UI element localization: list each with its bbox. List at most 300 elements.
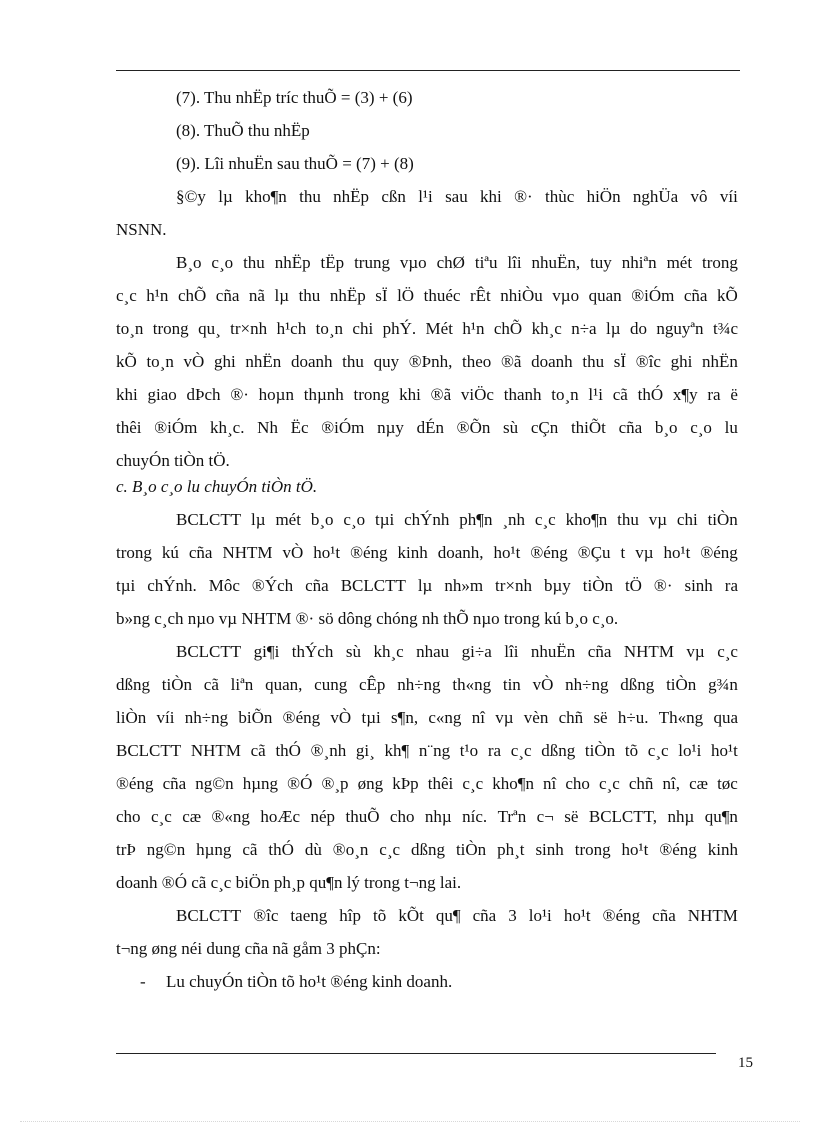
word: trong <box>152 319 189 338</box>
word: tËp <box>320 253 345 272</box>
word: cung <box>314 675 348 694</box>
word: c¸c <box>647 741 669 760</box>
word: tr×nh <box>495 576 533 595</box>
word: trong <box>574 840 611 859</box>
word: ho¹t <box>313 543 341 562</box>
word: trÞ <box>116 840 136 859</box>
word: thÝch <box>291 642 334 661</box>
word: nép <box>310 807 336 826</box>
word: Môc <box>208 576 240 595</box>
word: cho <box>116 807 141 826</box>
word: ®éng <box>116 774 154 793</box>
word: cæ <box>182 807 202 826</box>
word: lîi <box>504 642 519 661</box>
word: g¾n <box>708 675 738 694</box>
word: chÕ <box>177 286 207 305</box>
word: 3 <box>508 906 517 925</box>
text-line <box>116 541 738 565</box>
word: nµy <box>377 418 404 437</box>
word: ra <box>724 576 738 595</box>
word: kh¸c. <box>210 418 245 437</box>
text-line: t¬ng øng néi dung cña nã gåm 3 phÇn: <box>116 939 381 958</box>
word: kú <box>161 543 179 562</box>
word: BCLCTT, <box>588 807 658 826</box>
word: tµi <box>374 510 395 529</box>
word: ®Çu <box>577 543 611 562</box>
word: qua <box>713 708 738 727</box>
bullet-text: Lu chuyÓn tiÒn tõ ho¹t ®éng kinh doanh. <box>166 972 453 991</box>
section-heading: c. B¸o c¸o lu chuyÓn tiÒn tÖ. <box>116 477 318 496</box>
text-line <box>116 574 738 598</box>
word: sù <box>345 642 361 661</box>
word: thµnh <box>303 385 344 404</box>
word: nî <box>543 774 557 793</box>
word: ®Þnh, <box>408 352 453 371</box>
word: ®¸p <box>321 774 349 793</box>
word: Mét <box>425 319 453 338</box>
word: nhËp <box>329 286 366 305</box>
word: ®Ých <box>251 576 294 595</box>
word: ®iÓm <box>321 418 365 437</box>
word: Th«ng <box>658 708 704 727</box>
word: sinh <box>684 576 713 595</box>
word: ®¸nh <box>310 741 347 760</box>
word: nî <box>471 708 485 727</box>
word: kinh <box>707 840 738 859</box>
word: phÝ. <box>382 319 417 338</box>
word: hµng <box>196 840 232 859</box>
word: hoµn <box>258 385 294 404</box>
word: cã <box>250 741 266 760</box>
word: ®éng <box>530 543 568 562</box>
word: gi¶i <box>253 642 280 661</box>
word: chÕ <box>493 319 523 338</box>
word: cña <box>215 286 240 305</box>
word: cña <box>618 418 643 437</box>
word: nhµ <box>667 807 695 826</box>
word: ra <box>487 741 502 760</box>
word: quan <box>588 286 622 305</box>
word: tiÒn <box>161 675 193 694</box>
word: kh¶ <box>384 741 410 760</box>
word: hîp <box>339 906 362 925</box>
word: vµ <box>648 510 668 529</box>
word: nhau <box>416 642 450 661</box>
word: thêi <box>116 418 142 437</box>
word: ho¹t <box>663 543 691 562</box>
word: cña <box>683 286 708 305</box>
word: lµ <box>417 576 433 595</box>
word: ho¹t <box>711 741 738 760</box>
word: tiÒn <box>455 840 487 859</box>
word: mét <box>666 253 693 272</box>
word: dßng <box>411 840 445 859</box>
word: h¹n <box>146 286 169 305</box>
word: tøc <box>717 774 738 793</box>
word: doanh, <box>437 543 484 562</box>
text-line <box>116 805 738 829</box>
word: lµ <box>606 319 621 338</box>
text-line <box>176 640 738 664</box>
word: cã <box>242 840 258 859</box>
word: th«ng <box>452 675 492 694</box>
word: kh¸c <box>373 642 404 661</box>
word: víi <box>719 187 738 206</box>
text-line-8: (8). ThuÕ thu nhËp <box>176 121 310 140</box>
word: sÏ <box>613 352 627 371</box>
word: khi <box>116 385 138 404</box>
word: to¸n <box>116 319 144 338</box>
word: cã <box>203 675 219 694</box>
word: vÒ <box>282 543 304 562</box>
word: cho <box>389 807 415 826</box>
word: cña <box>587 642 612 661</box>
word: n÷a <box>571 319 597 338</box>
text-line <box>116 284 738 308</box>
text-line-9: (9). Lîi nhuËn sau thuÕ = (7) + (8) <box>176 154 414 173</box>
word: thu <box>582 352 605 371</box>
word: viÖc <box>460 385 494 404</box>
word: víi <box>156 708 175 727</box>
word: kÞp <box>392 774 419 793</box>
word: ®«ng <box>211 807 250 826</box>
word: chÝnh <box>404 510 450 529</box>
word: kho¶n <box>492 774 534 793</box>
word: nh»m <box>444 576 484 595</box>
word: ra <box>707 385 721 404</box>
word: nhËn <box>245 352 282 371</box>
word: thuÕ <box>345 807 380 826</box>
word: lÖ <box>397 286 415 305</box>
word: øng <box>357 774 384 793</box>
word: vÒ <box>532 675 554 694</box>
word: qu¶ <box>435 906 461 925</box>
word: liÒn <box>116 708 147 727</box>
word: BCLCTT <box>176 642 242 661</box>
word: cßn <box>381 187 406 206</box>
word: vµ <box>635 543 654 562</box>
word: chÝnh. <box>147 576 197 595</box>
word: nã <box>248 286 265 305</box>
text-line <box>116 706 738 730</box>
word: qu¸ <box>198 319 221 338</box>
word: giao <box>147 385 177 404</box>
word: l¹i <box>418 187 433 206</box>
bullet-dash: - <box>140 972 146 991</box>
word: ®éng <box>700 543 738 562</box>
word: ho¹t <box>621 840 649 859</box>
word: vô <box>690 187 708 206</box>
word: nguyªn <box>656 319 704 338</box>
word: thu <box>299 187 321 206</box>
word: nh÷ng <box>184 708 229 727</box>
word: gi÷a <box>461 642 492 661</box>
word: chi <box>676 510 698 529</box>
word: tr×nh <box>230 319 268 338</box>
word: lu <box>724 418 738 437</box>
word: thu <box>243 253 265 272</box>
word: c¸o <box>343 510 366 529</box>
word: tiªu <box>474 253 498 272</box>
word: cña <box>652 906 676 925</box>
word: t <box>620 543 626 562</box>
text-line <box>176 251 738 275</box>
word: tuy <box>590 253 612 272</box>
word: ®ã <box>430 385 452 404</box>
word: dÉn <box>416 418 444 437</box>
word: n¨ng <box>418 741 451 760</box>
word: nh÷ng <box>565 675 609 694</box>
word: NHTM <box>623 642 674 661</box>
word: vèn <box>523 708 549 727</box>
word: BCLCTT <box>116 741 182 760</box>
word: quy <box>373 352 400 371</box>
word: nî, <box>662 774 680 793</box>
word: nhËn <box>701 352 738 371</box>
word: thanh <box>503 385 542 404</box>
word: ®ã <box>500 352 522 371</box>
word: trong <box>353 385 390 404</box>
word: t¾c <box>712 319 738 338</box>
word: tiÒn <box>584 741 616 760</box>
text-line <box>116 317 738 341</box>
word: NHTM <box>687 906 738 925</box>
word: sinh <box>535 840 564 859</box>
word: c¸c <box>717 642 738 661</box>
word: ¸nh <box>502 510 526 529</box>
word: c¸c <box>379 840 401 859</box>
word: quan, <box>265 675 303 694</box>
word: do <box>629 319 647 338</box>
word: nhµ <box>424 807 452 826</box>
text-line: NSNN. <box>116 220 167 239</box>
word: thu <box>617 510 639 529</box>
page-edge-dotted-line <box>20 1121 800 1122</box>
word: dßng <box>620 675 655 694</box>
word: thêi <box>427 774 454 793</box>
word: chñ <box>628 774 654 793</box>
word: mét <box>275 510 301 529</box>
word: BCLCTT <box>340 576 406 595</box>
word: §©y <box>176 187 206 206</box>
word: vµ <box>686 642 705 661</box>
word: khi <box>480 187 502 206</box>
word: theo <box>462 352 492 371</box>
word: thu <box>342 352 364 371</box>
word: khi <box>399 385 421 404</box>
word: thu <box>298 286 321 305</box>
word: trung <box>354 253 390 272</box>
word: lo¹i <box>528 906 552 925</box>
word: nhuËn <box>530 642 576 661</box>
word: Trªn <box>497 807 527 826</box>
word: ng©n <box>195 774 234 793</box>
word: thÓ <box>268 840 294 859</box>
word: tin <box>502 675 521 694</box>
word: ghi <box>213 352 236 371</box>
word: thÓ <box>275 741 301 760</box>
word: ®iÓm <box>154 418 198 437</box>
word: nhËp <box>274 253 311 272</box>
word: së <box>593 708 608 727</box>
word: trong <box>701 253 738 272</box>
word: lµ <box>274 286 290 305</box>
word: kho¶n <box>565 510 608 529</box>
word: ®îc <box>253 906 279 925</box>
word: kÕ <box>717 286 738 305</box>
word: tõ <box>373 906 387 925</box>
word: lo¹i <box>678 741 702 760</box>
word: ®îc <box>635 352 661 371</box>
word: x¶y <box>672 385 698 404</box>
word: biÕn <box>238 708 273 727</box>
word: ghi <box>670 352 693 371</box>
word: trong <box>116 543 152 562</box>
word: tµi <box>361 708 381 727</box>
word: thiÕt <box>570 418 606 437</box>
word: kinh <box>397 543 428 562</box>
word: ng©n <box>146 840 186 859</box>
word: kho¶n <box>245 187 287 206</box>
word: gi¸ <box>355 741 375 760</box>
word: h¹ch <box>276 319 307 338</box>
word: nhËp <box>333 187 370 206</box>
word: NHTM <box>190 741 241 760</box>
word: lµ <box>251 510 266 529</box>
word: vÒ <box>330 708 352 727</box>
text-line <box>116 383 738 407</box>
word: B¸o <box>176 253 202 272</box>
word: bµy <box>543 576 571 595</box>
word: chØ <box>436 253 465 272</box>
word: chñ <box>558 708 584 727</box>
word: liªn <box>230 675 254 694</box>
text-line <box>116 673 738 697</box>
word: tiÒn <box>582 576 613 595</box>
word: sù <box>503 418 519 437</box>
text-line <box>116 739 738 763</box>
text-line-7: (7). Thu nhËp tríc thuÕ = (3) + (6) <box>176 88 413 107</box>
word: l¹i <box>588 385 603 404</box>
word: c¸c <box>150 807 172 826</box>
word: lîi <box>507 253 522 272</box>
text-line <box>116 350 738 374</box>
text-line <box>176 185 738 209</box>
word: kÕ <box>116 352 137 371</box>
word: c¸c <box>510 741 532 760</box>
word: Ëc <box>290 418 309 437</box>
word: cæ <box>689 774 708 793</box>
word: Nh <box>257 418 278 437</box>
text-line <box>116 838 738 862</box>
word: vµo <box>552 286 580 305</box>
word: ®éng <box>350 543 388 562</box>
word: dù <box>304 840 322 859</box>
word: ®Õn <box>456 418 491 437</box>
word: vµo <box>399 253 427 272</box>
word: thùc <box>544 187 575 206</box>
word: cho <box>565 774 590 793</box>
word: vµ <box>495 708 514 727</box>
word: t¹o <box>459 741 479 760</box>
word: ph¶n <box>459 510 493 529</box>
word: rÊt <box>469 286 491 305</box>
word: ®· <box>514 187 533 206</box>
footer-rule <box>116 1053 716 1054</box>
word: ®o¸n <box>332 840 369 859</box>
word: níc. <box>462 807 488 826</box>
word: cña <box>162 774 187 793</box>
word: BCLCTT <box>176 510 242 529</box>
word: taeng <box>290 906 328 925</box>
word: NHTM <box>222 543 273 562</box>
word: cña <box>305 576 329 595</box>
word: hoÆc <box>260 807 301 826</box>
text-line <box>176 508 738 532</box>
word: sÏ <box>375 286 388 305</box>
word: ®· <box>653 576 673 595</box>
word: c¸o <box>690 418 712 437</box>
word: doanh <box>531 352 573 371</box>
text-line <box>116 772 738 796</box>
word: kh¸c <box>531 319 562 338</box>
word: cña <box>188 543 213 562</box>
word: ®éng <box>602 906 641 925</box>
word: c¸c <box>116 286 137 305</box>
word: s¶n, <box>391 708 419 727</box>
word: nghÜa <box>632 187 679 206</box>
word: ®Ó <box>287 774 313 793</box>
word: c¬ <box>536 807 554 826</box>
word: cÇn <box>530 418 559 437</box>
word: tõ <box>624 741 639 760</box>
word: nhiÒu <box>500 286 543 305</box>
word: tÖ <box>624 576 642 595</box>
word: cÊp <box>359 675 386 694</box>
word: nh÷ng <box>397 675 441 694</box>
word: dßng <box>116 675 150 694</box>
text-line <box>116 416 738 440</box>
word: doanh <box>290 352 333 371</box>
word: tµi <box>116 576 136 595</box>
word: qu¶n <box>704 807 738 826</box>
word: ®éng <box>282 708 321 727</box>
word: lµ <box>218 187 233 206</box>
word: c¸o <box>211 253 234 272</box>
word: c¸c <box>599 774 620 793</box>
word: sau <box>445 187 468 206</box>
word: nhuËn, <box>531 253 581 272</box>
header-rule <box>116 70 740 71</box>
text-line: chuyÓn tiÒn tÖ. <box>116 451 230 470</box>
word: h¹n <box>462 319 485 338</box>
text-line: doanh ®Ó cã c¸c biÖn ph¸p qu¶n lý trong t¬ng lai. <box>116 873 462 892</box>
word: së <box>564 807 579 826</box>
word: chi <box>352 319 374 338</box>
word: vÒ <box>183 352 205 371</box>
word: thuéc <box>423 286 461 305</box>
text-line <box>176 904 738 928</box>
text-line: b»ng c¸ch nµo vµ NHTM ®· sö dông chóng nh thÕ nµo trong kú b¸o c¸o. <box>116 609 619 628</box>
word: c«ng <box>428 708 462 727</box>
word: nhiªn <box>621 253 657 272</box>
word: b¸o <box>310 510 334 529</box>
word: ë <box>730 385 738 404</box>
word: cã <box>612 385 628 404</box>
word: dßng <box>541 741 576 760</box>
word: c¸c <box>534 510 556 529</box>
word: hiÖn <box>586 187 621 206</box>
